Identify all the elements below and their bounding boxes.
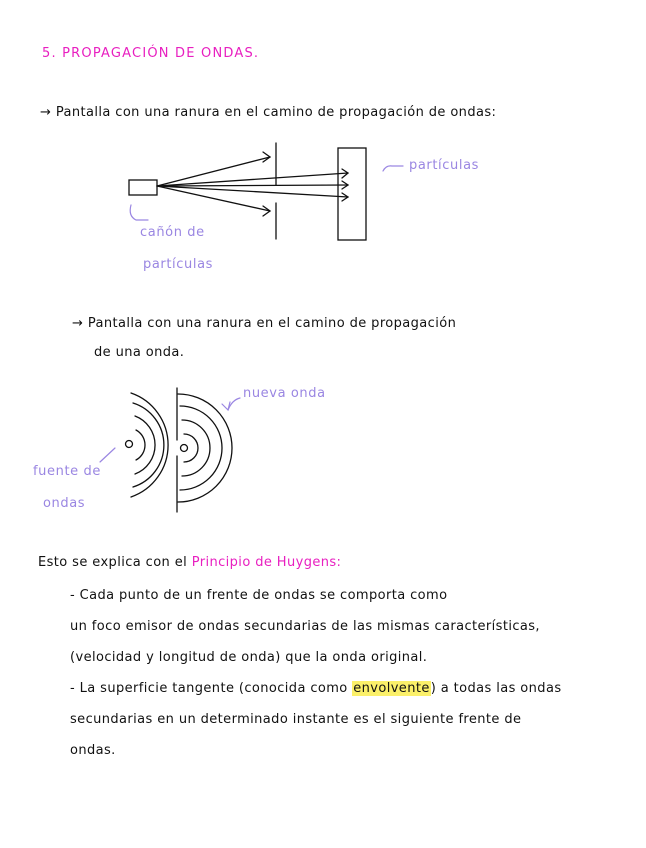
label-particles: partículas (409, 158, 480, 173)
bullet2-text-a: - La superficie tangente (conocida como (70, 681, 348, 696)
huygens-principle: Principio de Huygens: (191, 555, 342, 570)
wave-source (126, 441, 133, 448)
label-cannon-line1: cañón de (140, 225, 205, 240)
bullet1-line1: - Cada punto de un frente de ondas se comporta como (70, 588, 448, 603)
diffracted-wavefront (182, 420, 210, 476)
bullet1-line3: (velocidad y longitud de onda) que la onda original. (70, 650, 428, 665)
bullet2-line3: ondas. (70, 743, 116, 758)
label-new-wave: nueva onda (243, 386, 326, 401)
diffracted-wavefront (184, 434, 198, 462)
bullet1-line2: un foco emisor de ondas secundarias de las mismas características, (70, 619, 540, 634)
section1-heading: Pantalla con una ranura en el camino de propagación de ondas: (55, 105, 497, 120)
diffracted-wavefront (178, 394, 232, 502)
slit-source (181, 445, 188, 452)
arrow-bullet-icon: → (40, 105, 56, 120)
section2-heading-line1: Pantalla con una ranura en el camino de propagación (87, 316, 457, 331)
label-source-line1: fuente de (33, 464, 101, 479)
highlighted-term: envolvente (353, 681, 430, 696)
label-source-line2: ondas (43, 496, 86, 511)
diffracted-wavefront (180, 406, 222, 490)
bullet2-text-b: ) a todas las ondas (430, 681, 562, 696)
intro-text: Esto se explica con el (38, 555, 188, 570)
bullet2-line2: secundarias en un determinado instante es el siguiente frente de (70, 712, 522, 727)
arrow-bullet-icon: → (72, 316, 88, 331)
pointer-arrow-icon (100, 448, 115, 462)
section2-heading-line2: de una onda. (94, 345, 185, 360)
pointer-arrow-icon (222, 402, 230, 410)
incident-wavefront (131, 393, 168, 497)
page-title: 5. PROPAGACIÓN DE ONDAS. (42, 46, 260, 61)
incident-wavefront (136, 430, 145, 460)
label-cannon-line2: partículas (143, 257, 214, 272)
explanation-intro (38, 555, 341, 570)
bullet2-line1 (70, 681, 562, 696)
